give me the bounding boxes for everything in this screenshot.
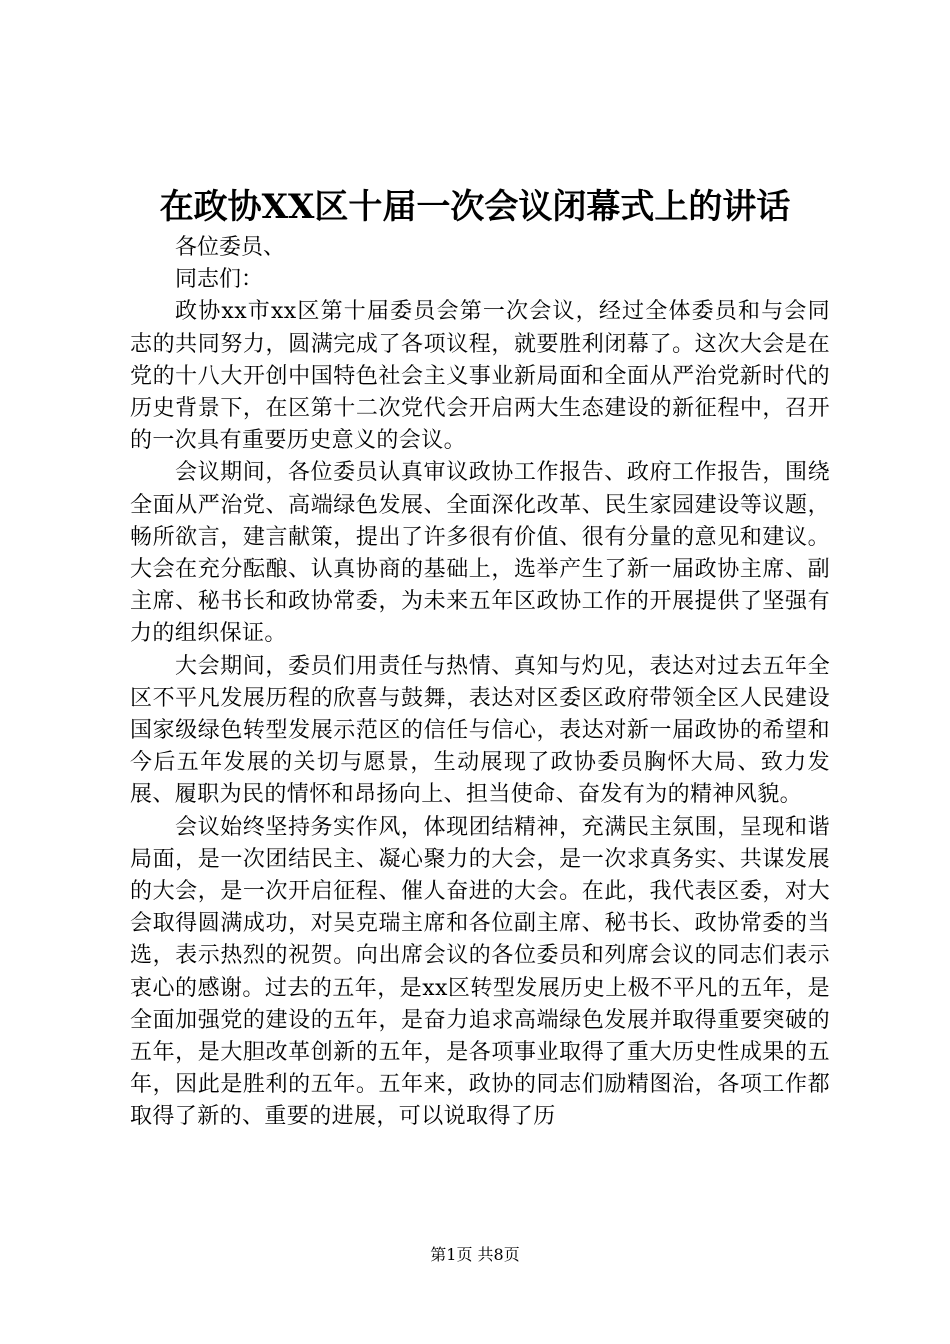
body-paragraph: 大会期间，委员们用责任与热情、真知与灼见，表达对过去五年全区不平凡发展历程的欣喜与鼓舞，表达对区委区政府带领全区人民建设国家级绿色转型发展示范区的信任与信心，表达对新一届政协的希望和今后五年发展的关切与愿景，生动展现了政协委员胸怀大局、致力发展、履职为民的情怀和昂扬向上、担当使命、奋发有为的精神风貌。 <box>130 653 830 808</box>
salutation-line: 同志们： <box>175 267 264 293</box>
document-body <box>130 232 830 1134</box>
salutation-line: 各位委员、 <box>175 235 286 260</box>
page-number-footer: 第1页 共8页 <box>430 1245 520 1264</box>
body-paragraph: 会议期间，各位委员认真审议政协工作报告、政府工作报告，围绕全面从严治党、高端绿色发展、全面深化改革、民生家园建设等议题，畅所欲言，建言献策，提出了许多很有价值、很有分量的意见和建议。大会在充分酝酿、认真协商的基础上，选举产生了新一届政协主席、副主席、秘书长和政协常委，为未来五年区政协工作的开展提供了坚强有力的组织保证。 <box>130 460 830 647</box>
body-paragraph: 会议始终坚持务实作风，体现团结精神，充满民主氛围，呈现和谐局面，是一次团结民主、凝心聚力的大会，是一次求真务实、共谋发展的大会，是一次开启征程、催人奋进的大会。在此，我代表区委，对大会取得圆满成功，对吴克瑞主席和各位副主席、秘书长、政协常委的当选，表示热烈的祝贺。向出席会议的各位委员和列席会议的同志们表示衷心的感谢。过去的五年，是xx区转型发展历史上极不平凡的五年，是全面加强党的建设的五年，是奋力追求高端绿色发展并取得重要突破的五年，是大胆改革创新的五年，是各项事业取得了重大历史性成果的五年，因此是胜利的五年。五年来，政协的同志们励精图治，各项工作都取得了新的、重要的进展，可以说取得了历 <box>130 814 830 1130</box>
body-paragraph: 政协xx市xx区第十届委员会第一次会议，经过全体委员和与会同志的共同努力，圆满完成了各项议程，就要胜利闭幕了。这次大会是在党的十八大开创中国特色社会主义事业新局面和全面从严治党新时代的历史背景下，在区第十二次党代会开启两大生态建设的新征程中，召开的一次具有重要历史意义的会议。 <box>130 299 830 454</box>
document-title: 在政协XX区十届一次会议闭幕式上的讲话 <box>159 187 791 227</box>
